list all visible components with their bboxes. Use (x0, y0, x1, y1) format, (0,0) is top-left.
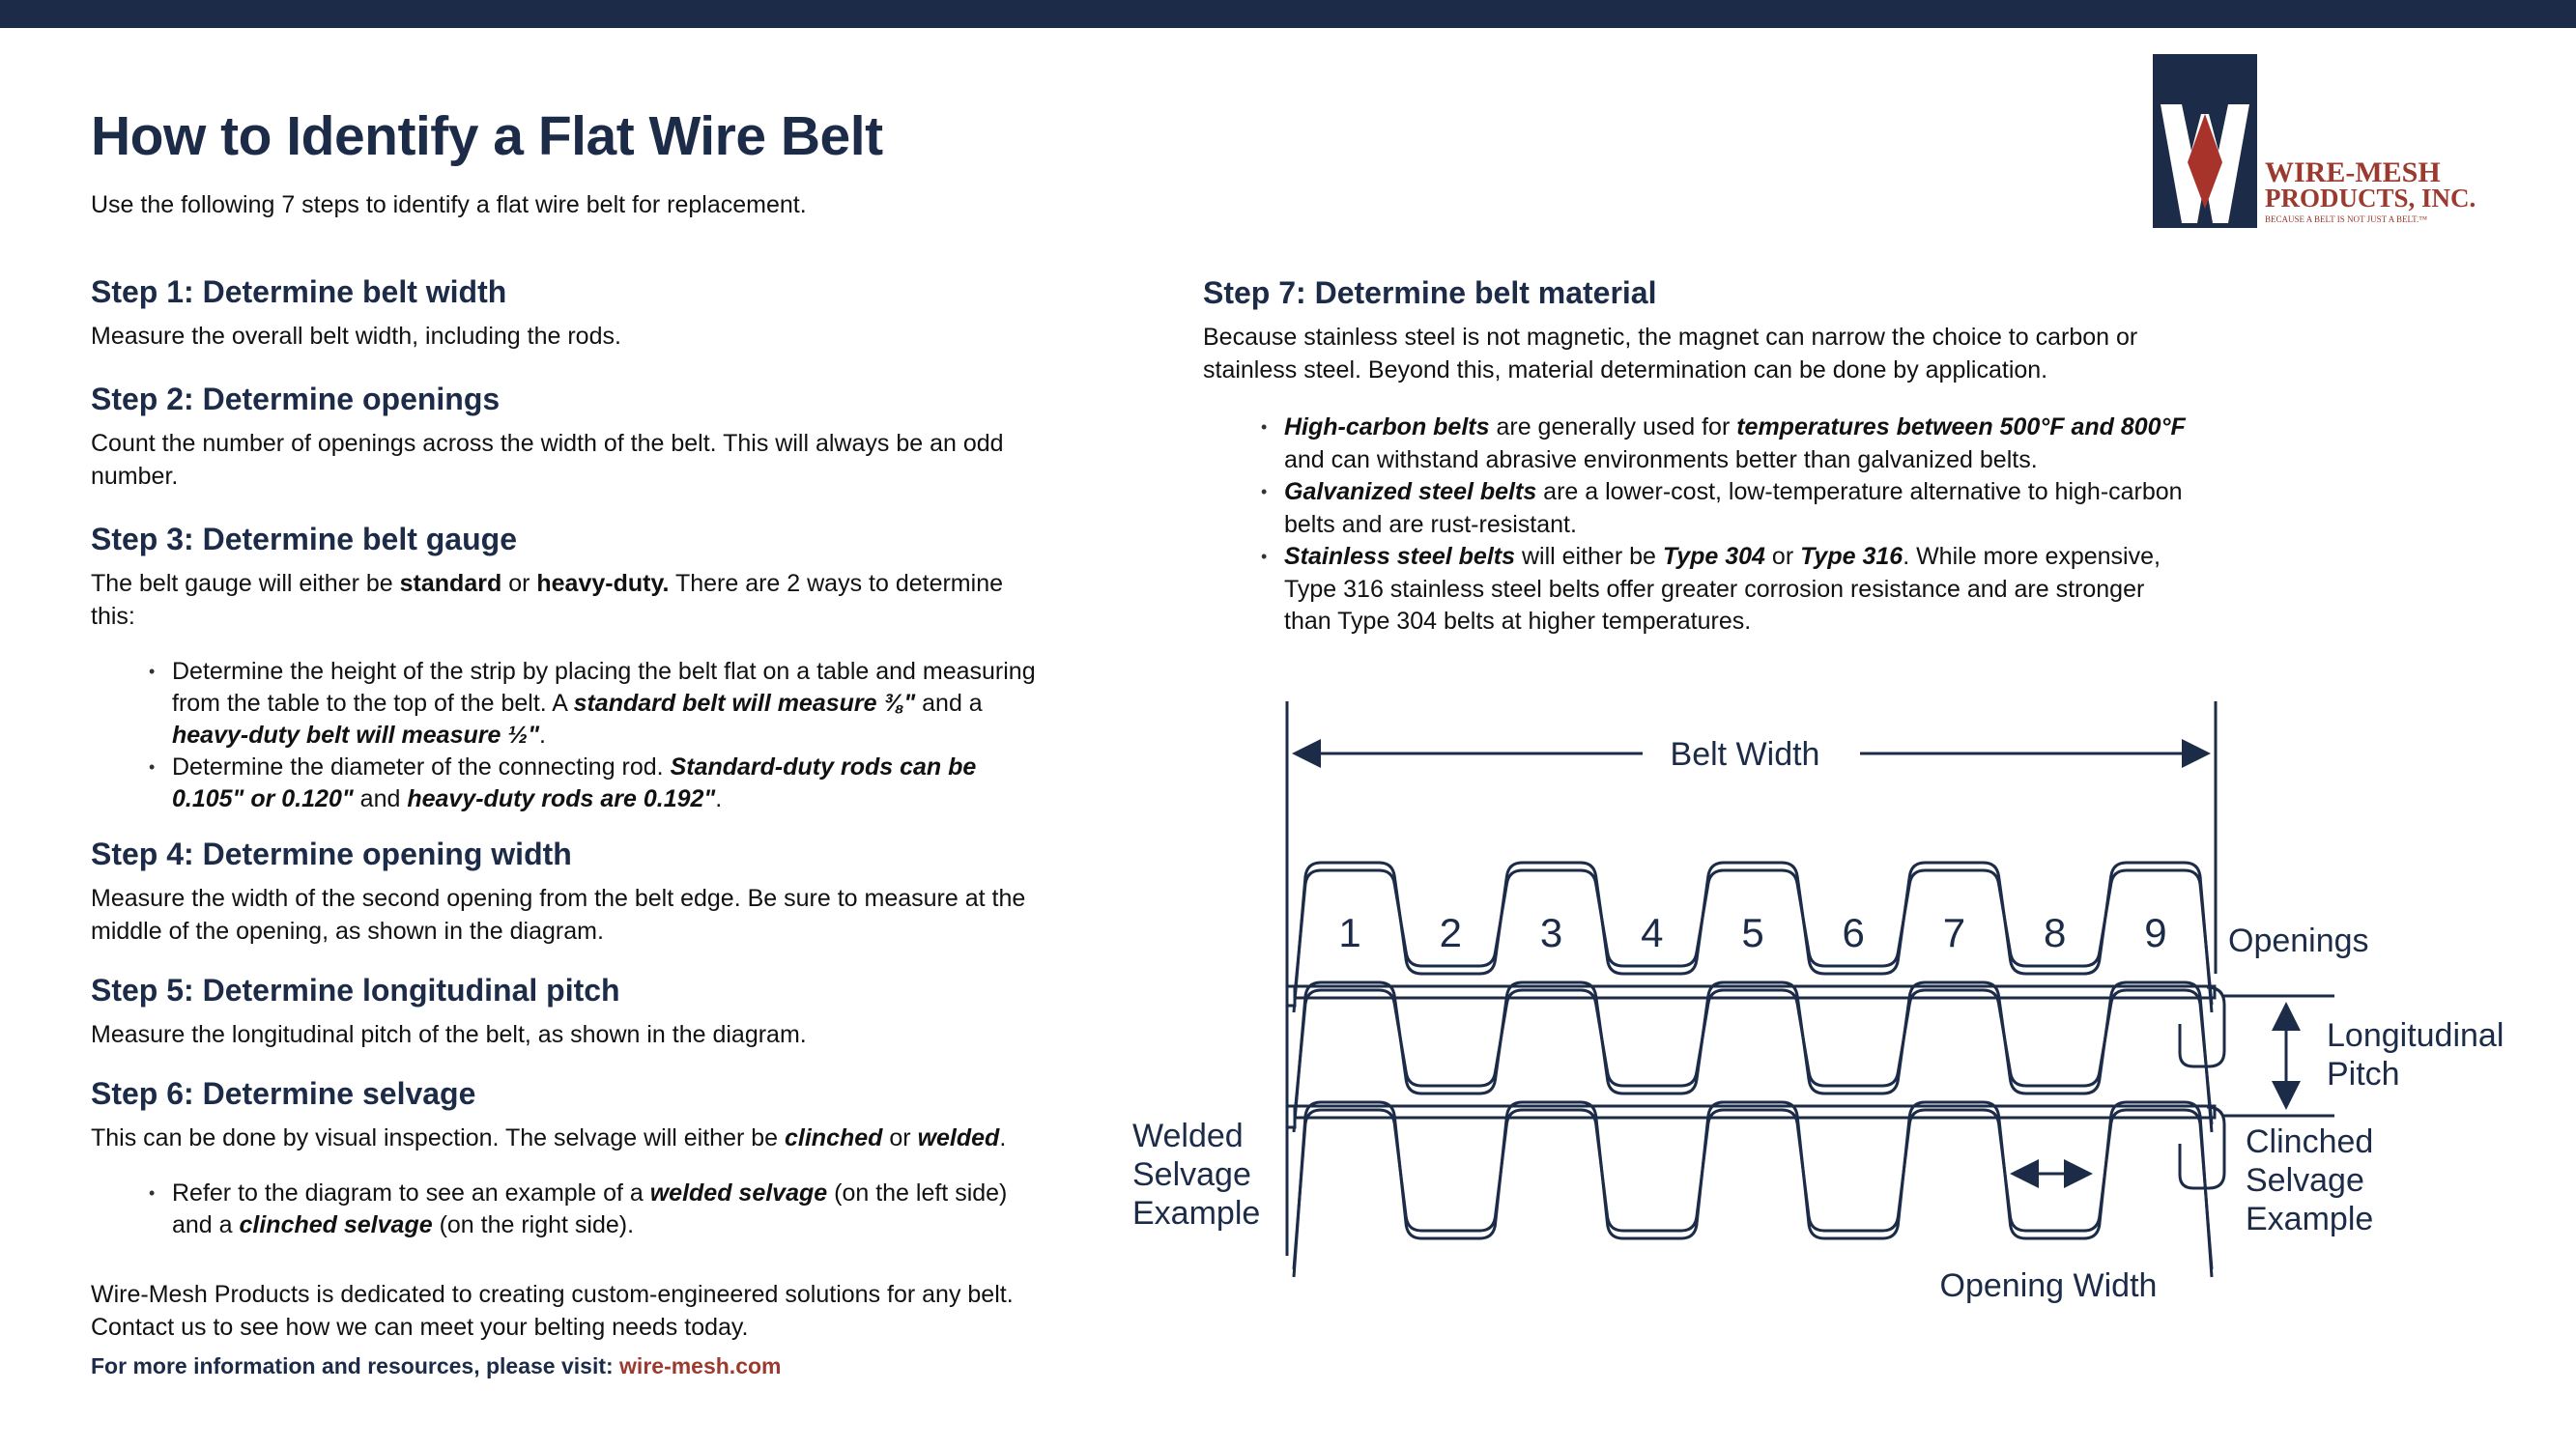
opening-number: 5 (1741, 910, 1764, 955)
step-1-title: Step 1: Determine belt width (91, 274, 507, 309)
footer-more-info: For more information and resources, please visit: wire-mesh.com (91, 1353, 782, 1378)
svg-text:BECAUSE A BELT IS NOT JUST A B: BECAUSE A BELT IS NOT JUST A BELT.™ (2265, 214, 2428, 224)
welded-label-3: Example (1132, 1195, 1261, 1232)
footer-body: Wire-Mesh Products is dedicated to creating custom-engineered solutions for any belt. Contact us to see how we can meet your belting needs today. (91, 1281, 1014, 1341)
belt-strip-lower (1294, 1102, 2212, 1277)
belt-strip-middle (1294, 990, 2212, 1124)
right-column (1203, 275, 2189, 664)
opening-number: 1 (1338, 910, 1361, 955)
step-6-title: Step 6: Determine selvage (91, 1076, 476, 1111)
page-title: How to Identify a Flat Wire Belt (91, 105, 883, 167)
list-item: • Refer to the diagram to see an example of a welded selvage (on the left side) and a clinched selvage (on the right side). (172, 1178, 1047, 1241)
step-5 (91, 973, 1047, 1051)
step-3-list (91, 656, 1047, 815)
opening-numbers (1338, 910, 2166, 955)
step-7 (1203, 275, 2189, 639)
step-4-body: Measure the width of the second opening from the belt edge. Be sure to measure at the middle of the opening, as shown in the diagram. (91, 885, 1026, 945)
longitudinal-label: Longitudinal (2327, 1017, 2504, 1054)
opening-number: 4 (1641, 910, 1664, 955)
list-item: • High-carbon belts are generally used for temperatures between 500°F and 800°F and can withstand abrasive environments better than galvanized belts. (1284, 412, 2189, 476)
clinched-label-2: Selvage (2246, 1162, 2364, 1199)
belt-diagram (1111, 676, 2576, 1333)
clinched-label-1: Clinched (2246, 1123, 2374, 1160)
step-5-title: Step 5: Determine longitudinal pitch (91, 973, 620, 1008)
step-5-body: Measure the longitudinal pitch of the belt, as shown in the diagram. (91, 1021, 807, 1048)
logo-mark (2153, 54, 2491, 228)
welded-label-2: Selvage (1132, 1156, 1251, 1193)
clinched-label-3: Example (2246, 1201, 2374, 1237)
opening-number: 9 (2144, 910, 2167, 955)
opening-number: 6 (1842, 910, 1865, 955)
website-link[interactable]: wire-mesh.com (619, 1353, 782, 1378)
opening-width-label: Opening Width (1939, 1267, 2158, 1304)
step-6-list (91, 1178, 1047, 1241)
opening-number: 2 (1439, 910, 1463, 955)
svg-text:PRODUCTS, INC.: PRODUCTS, INC. (2265, 184, 2476, 213)
belt-strip-lower (1294, 1110, 2212, 1269)
step-6-body: This can be done by visual inspection. The selvage will either be clinched or welded. (91, 1124, 1007, 1151)
svg-text:WIRE-MESH: WIRE-MESH (2265, 156, 2441, 188)
step-3-body: The belt gauge will either be standard or heavy-duty. There are 2 ways to determine this: (91, 570, 1003, 630)
step-7-body: Because stainless steel is not magnetic, the magnet can narrow the choice to carbon or stainless steel. Beyond this, material determination can be done by application. (1203, 324, 2138, 384)
step-1 (91, 274, 1047, 353)
connecting-rod-2 (1287, 1106, 2215, 1118)
footer (91, 1278, 1057, 1382)
step-3 (91, 522, 1047, 815)
welded-label-1: Welded (1132, 1118, 1244, 1154)
welded-end-2 (1287, 1106, 1295, 1127)
list-item: • Galvanized steel belts are a lower-cost, low-temperature alternative to high-carbon belts and are rust-resistant. (1284, 476, 2189, 541)
step-2 (91, 382, 1047, 493)
company-logo (2153, 54, 2491, 228)
left-column (91, 274, 1047, 1266)
step-6 (91, 1076, 1047, 1241)
step-4-title: Step 4: Determine opening width (91, 837, 572, 871)
page-subtitle: Use the following 7 steps to identify a flat wire belt for replacement. (91, 191, 807, 218)
welded-end-1 (1287, 986, 1295, 1006)
list-item: • Stainless steel belts will either be Type 304 or Type 316. While more expensive, Type 316 stainless steel belts offer greater corrosion resistance and are stronger than Type 304 belts at higher temperatures. (1284, 541, 2189, 639)
step-7-list (1203, 412, 2189, 639)
step-2-body: Count the number of openings across the width of the belt. This will always be an odd number. (91, 430, 1004, 490)
step-1-body: Measure the overall belt width, including the rods. (91, 323, 621, 350)
step-2-title: Step 2: Determine openings (91, 382, 501, 416)
belt-width-label: Belt Width (1670, 736, 1820, 773)
step-7-title: Step 7: Determine belt material (1203, 275, 1657, 310)
opening-number: 7 (1942, 910, 1966, 955)
pitch-label: Pitch (2327, 1056, 2400, 1093)
opening-number: 3 (1539, 910, 1563, 955)
list-item: • Determine the height of the strip by placing the belt flat on a table and measuring from the table to the top of the belt. A standard belt will measure ⅜" and a heavy-duty belt will measure ½". (172, 656, 1047, 752)
openings-label: Openings (2228, 923, 2369, 959)
list-item: • Determine the diameter of the connecting rod. Standard-duty rods can be 0.105" or 0.120" and heavy-duty rods are 0.192". (172, 752, 1047, 815)
connecting-rod-1 (1287, 986, 2215, 998)
top-bar (0, 0, 2576, 28)
step-3-title: Step 3: Determine belt gauge (91, 522, 517, 556)
opening-number: 8 (2043, 910, 2067, 955)
step-4 (91, 837, 1047, 948)
